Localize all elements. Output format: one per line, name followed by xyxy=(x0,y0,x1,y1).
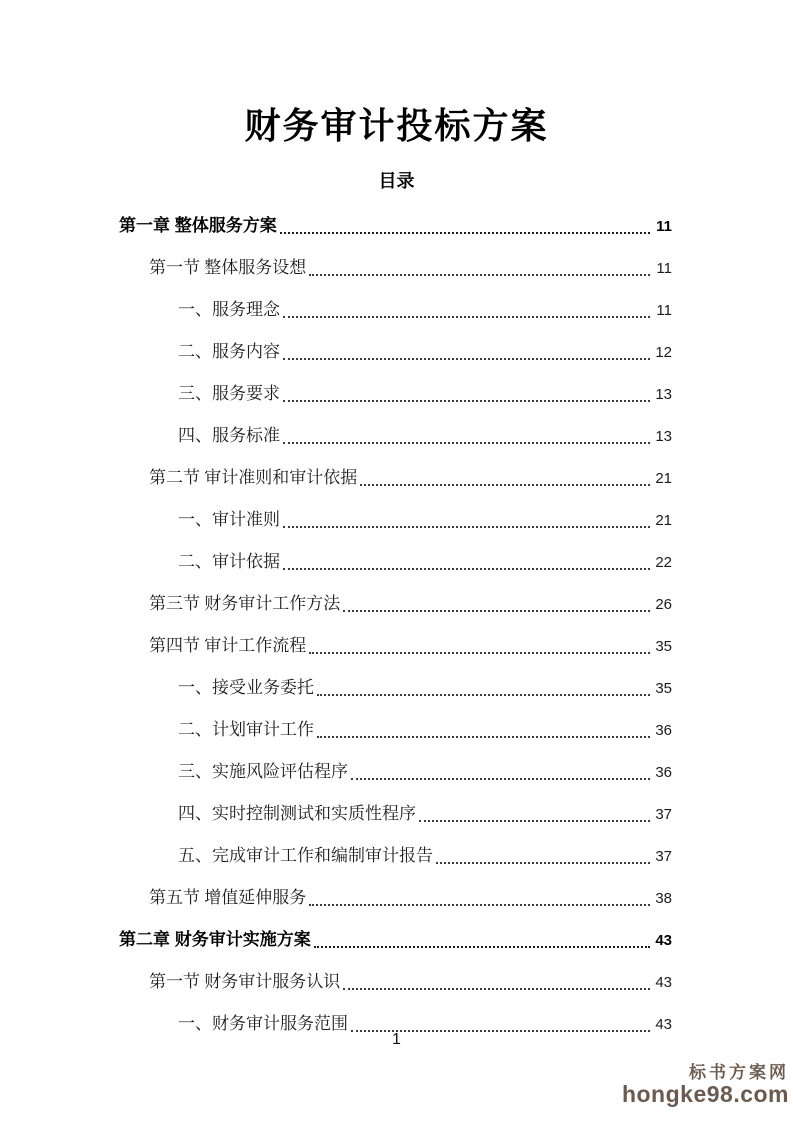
toc-entry xyxy=(119,331,672,373)
toc-entry-label: 四、实时控制测试和实质性程序 xyxy=(178,804,416,823)
toc-entry-page: 36 xyxy=(655,764,672,781)
toc-entry-label: 二、审计依据 xyxy=(178,552,280,571)
toc-entry xyxy=(119,205,672,247)
toc-list xyxy=(119,205,672,1045)
toc-entry-page: 43 xyxy=(655,1016,672,1033)
toc-entry xyxy=(119,499,672,541)
toc-entry xyxy=(119,919,672,961)
toc-entry-label: 二、服务内容 xyxy=(178,342,280,361)
toc-dot-leader xyxy=(343,610,650,612)
toc-entry-page: 13 xyxy=(655,428,672,445)
toc-entry xyxy=(119,415,672,457)
toc-entry-page: 36 xyxy=(655,722,672,739)
toc-dot-leader xyxy=(283,526,650,528)
toc-dot-leader xyxy=(317,736,650,738)
toc-entry-page: 22 xyxy=(655,554,672,571)
toc-entry-label: 第一节 财务审计服务认识 xyxy=(149,972,341,991)
toc-entry-label: 一、接受业务委托 xyxy=(178,678,314,697)
toc-entry-page: 12 xyxy=(655,344,672,361)
toc-entry-label: 第三节 财务审计工作方法 xyxy=(149,594,341,613)
toc-entry xyxy=(119,961,672,1003)
document-title: 财务审计投标方案 xyxy=(244,106,549,146)
toc-entry-label: 三、服务要求 xyxy=(178,384,280,403)
watermark-site-url: hongke98.com xyxy=(621,1081,789,1108)
toc-entry-page: 37 xyxy=(655,848,672,865)
toc-dot-leader xyxy=(317,694,650,696)
toc-entry xyxy=(119,709,672,751)
toc-dot-leader xyxy=(351,778,650,780)
toc-entry xyxy=(119,541,672,583)
toc-entry xyxy=(119,289,672,331)
toc-entry-label: 第四节 审计工作流程 xyxy=(149,636,307,655)
toc-entry-label: 第五节 增值延伸服务 xyxy=(149,888,307,907)
toc-dot-leader xyxy=(436,862,650,864)
toc-entry-page: 43 xyxy=(655,932,672,949)
toc-entry-page: 21 xyxy=(655,512,672,529)
toc-entry xyxy=(119,247,672,289)
toc-entry-label: 五、完成审计工作和编制审计报告 xyxy=(178,846,433,865)
toc-entry xyxy=(119,793,672,835)
toc-entry-label: 三、实施风险评估程序 xyxy=(178,762,348,781)
toc-dot-leader xyxy=(283,316,650,318)
toc-entry-label: 四、服务标准 xyxy=(178,426,280,445)
toc-dot-leader xyxy=(314,946,650,948)
toc-entry-page: 35 xyxy=(655,680,672,697)
toc-dot-leader xyxy=(283,358,650,360)
toc-entry-page: 11 xyxy=(656,260,672,277)
toc-entry-page: 38 xyxy=(655,890,672,907)
watermark-site-name: 标书方案网 xyxy=(689,1063,789,1082)
toc-heading: 目录 xyxy=(378,171,415,191)
toc-entry-label: 第一节 整体服务设想 xyxy=(149,258,307,277)
toc-entry xyxy=(119,457,672,499)
toc-entry-label: 一、服务理念 xyxy=(178,300,280,319)
toc-entry-page: 13 xyxy=(655,386,672,403)
toc-dot-leader xyxy=(283,400,650,402)
toc-dot-leader xyxy=(360,484,650,486)
toc-dot-leader xyxy=(280,232,650,234)
toc-dot-leader xyxy=(283,568,650,570)
toc-dot-leader xyxy=(309,904,650,906)
toc-entry xyxy=(119,835,672,877)
toc-entry-label: 第一章 整体服务方案 xyxy=(119,216,277,235)
toc-entry-page: 11 xyxy=(656,218,672,235)
toc-entry-label: 一、审计准则 xyxy=(178,510,280,529)
toc-entry xyxy=(119,751,672,793)
toc-entry-page: 37 xyxy=(655,806,672,823)
toc-entry-label: 第二节 审计准则和审计依据 xyxy=(149,468,358,487)
toc-entry-page: 21 xyxy=(655,470,672,487)
toc-dot-leader xyxy=(309,274,650,276)
watermark xyxy=(622,1064,789,1107)
toc-entry xyxy=(119,877,672,919)
toc-dot-leader xyxy=(309,652,650,654)
toc-dot-leader xyxy=(343,988,650,990)
toc-entry-page: 35 xyxy=(655,638,672,655)
toc-entry xyxy=(119,625,672,667)
toc-entry-page: 11 xyxy=(656,302,672,319)
toc-dot-leader xyxy=(419,820,650,822)
toc-entry xyxy=(119,583,672,625)
toc-entry xyxy=(119,373,672,415)
toc-entry-label: 二、计划审计工作 xyxy=(178,720,314,739)
toc-entry-page: 43 xyxy=(655,974,672,991)
toc-dot-leader xyxy=(283,442,650,444)
toc-entry-label: 一、财务审计服务范围 xyxy=(178,1014,348,1033)
toc-entry-label: 第二章 财务审计实施方案 xyxy=(119,930,311,949)
toc-entry xyxy=(119,667,672,709)
toc-entry-page: 26 xyxy=(655,596,672,613)
page-number: 1 xyxy=(392,1031,401,1048)
